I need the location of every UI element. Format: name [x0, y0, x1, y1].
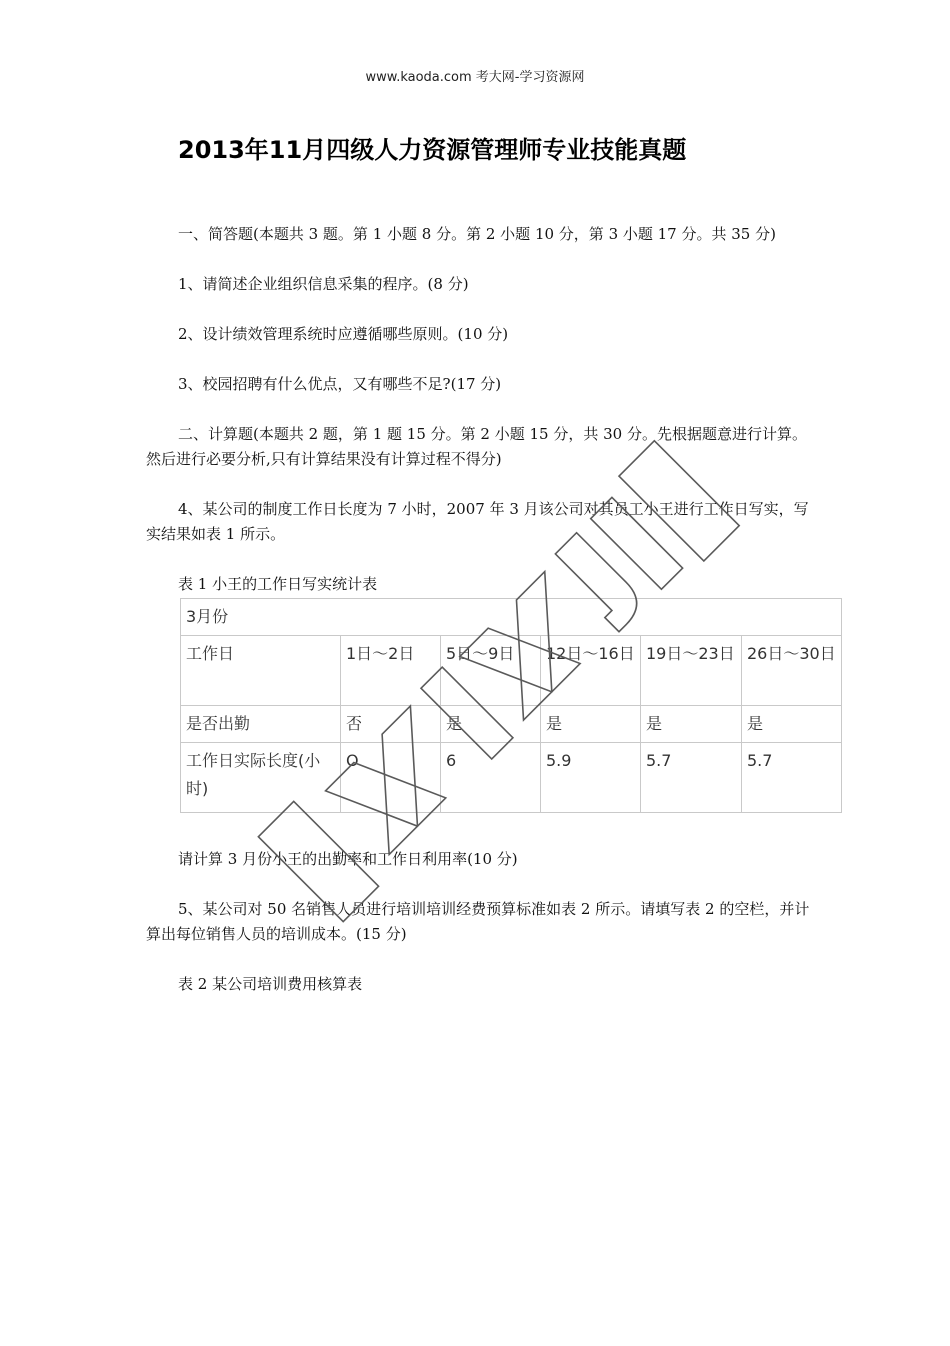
table-cell: 26日～30日 — [742, 636, 842, 706]
table-cell: 是否出勤 — [181, 706, 341, 743]
table-row — [181, 636, 842, 706]
table-cell: 1日～2日 — [341, 636, 441, 706]
document-title: 2013年11月四级人力资源管理师专业技能真题 — [178, 136, 687, 164]
section-2-heading: 二、计算题(本题共 2 题，第 1 题 15 分。第 2 小题 15 分，共 30 分。先根据题意进行计算。然后进行必要分析,只有计算结果没有计算过程不得分) — [146, 425, 807, 468]
table-cell: 是 — [541, 706, 641, 743]
table-2-caption: 表 2 某公司培训费用核算表 — [178, 975, 363, 993]
table-header-cell: 3月份 — [181, 599, 842, 636]
table-row — [181, 706, 842, 743]
table-cell: 5.9 — [541, 743, 641, 813]
table-cell: 否 — [341, 706, 441, 743]
table-cell: 是 — [441, 706, 541, 743]
attendance-table — [180, 598, 842, 813]
section-1-heading: 一、简答题(本题共 3 题。第 1 小题 8 分。第 2 小题 10 分，第 3 小题 17 分。共 35 分) — [178, 225, 776, 243]
table-cell: 工作日 — [181, 636, 341, 706]
question-2: 2、设计绩效管理系统时应遵循哪些原则。(10 分) — [178, 325, 509, 343]
question-3: 3、校园招聘有什么优点，又有哪些不足?(17 分) — [178, 375, 502, 393]
table-cell: 6 — [441, 743, 541, 813]
table-cell: 是 — [641, 706, 742, 743]
question-1: 1、请简述企业组织信息采集的程序。(8 分) — [178, 275, 469, 293]
table-cell: O — [341, 743, 441, 813]
table-cell: 工作日实际长度(小时) — [181, 743, 341, 813]
question-4-prompt: 请计算 3 月份小王的出勤率和工作日利用率(10 分) — [178, 850, 518, 868]
table-row — [181, 743, 842, 813]
table-cell: 是 — [742, 706, 842, 743]
table-1-caption: 表 1 小王的工作日写实统计表 — [178, 575, 378, 593]
question-5: 5、某公司对 50 名销售人员进行培训培训经费预算标准如表 2 所示。请填写表 2 的空栏，并计算出每位销售人员的培训成本。(15 分) — [146, 900, 810, 943]
page-header: www.kaoda.com 考大网-学习资源网 — [365, 70, 585, 85]
question-4: 4、某公司的制度工作日长度为 7 小时，2007 年 3 月该公司对其员工小王进行工作日写实，写实结果如表 1 所示。 — [146, 500, 809, 543]
table-cell: 5.7 — [742, 743, 842, 813]
table-cell: 12日～16日 — [541, 636, 641, 706]
table-cell: 5日～9日 — [441, 636, 541, 706]
table-cell: 5.7 — [641, 743, 742, 813]
table-header-row — [181, 599, 842, 636]
table-cell: 19日～23日 — [641, 636, 742, 706]
